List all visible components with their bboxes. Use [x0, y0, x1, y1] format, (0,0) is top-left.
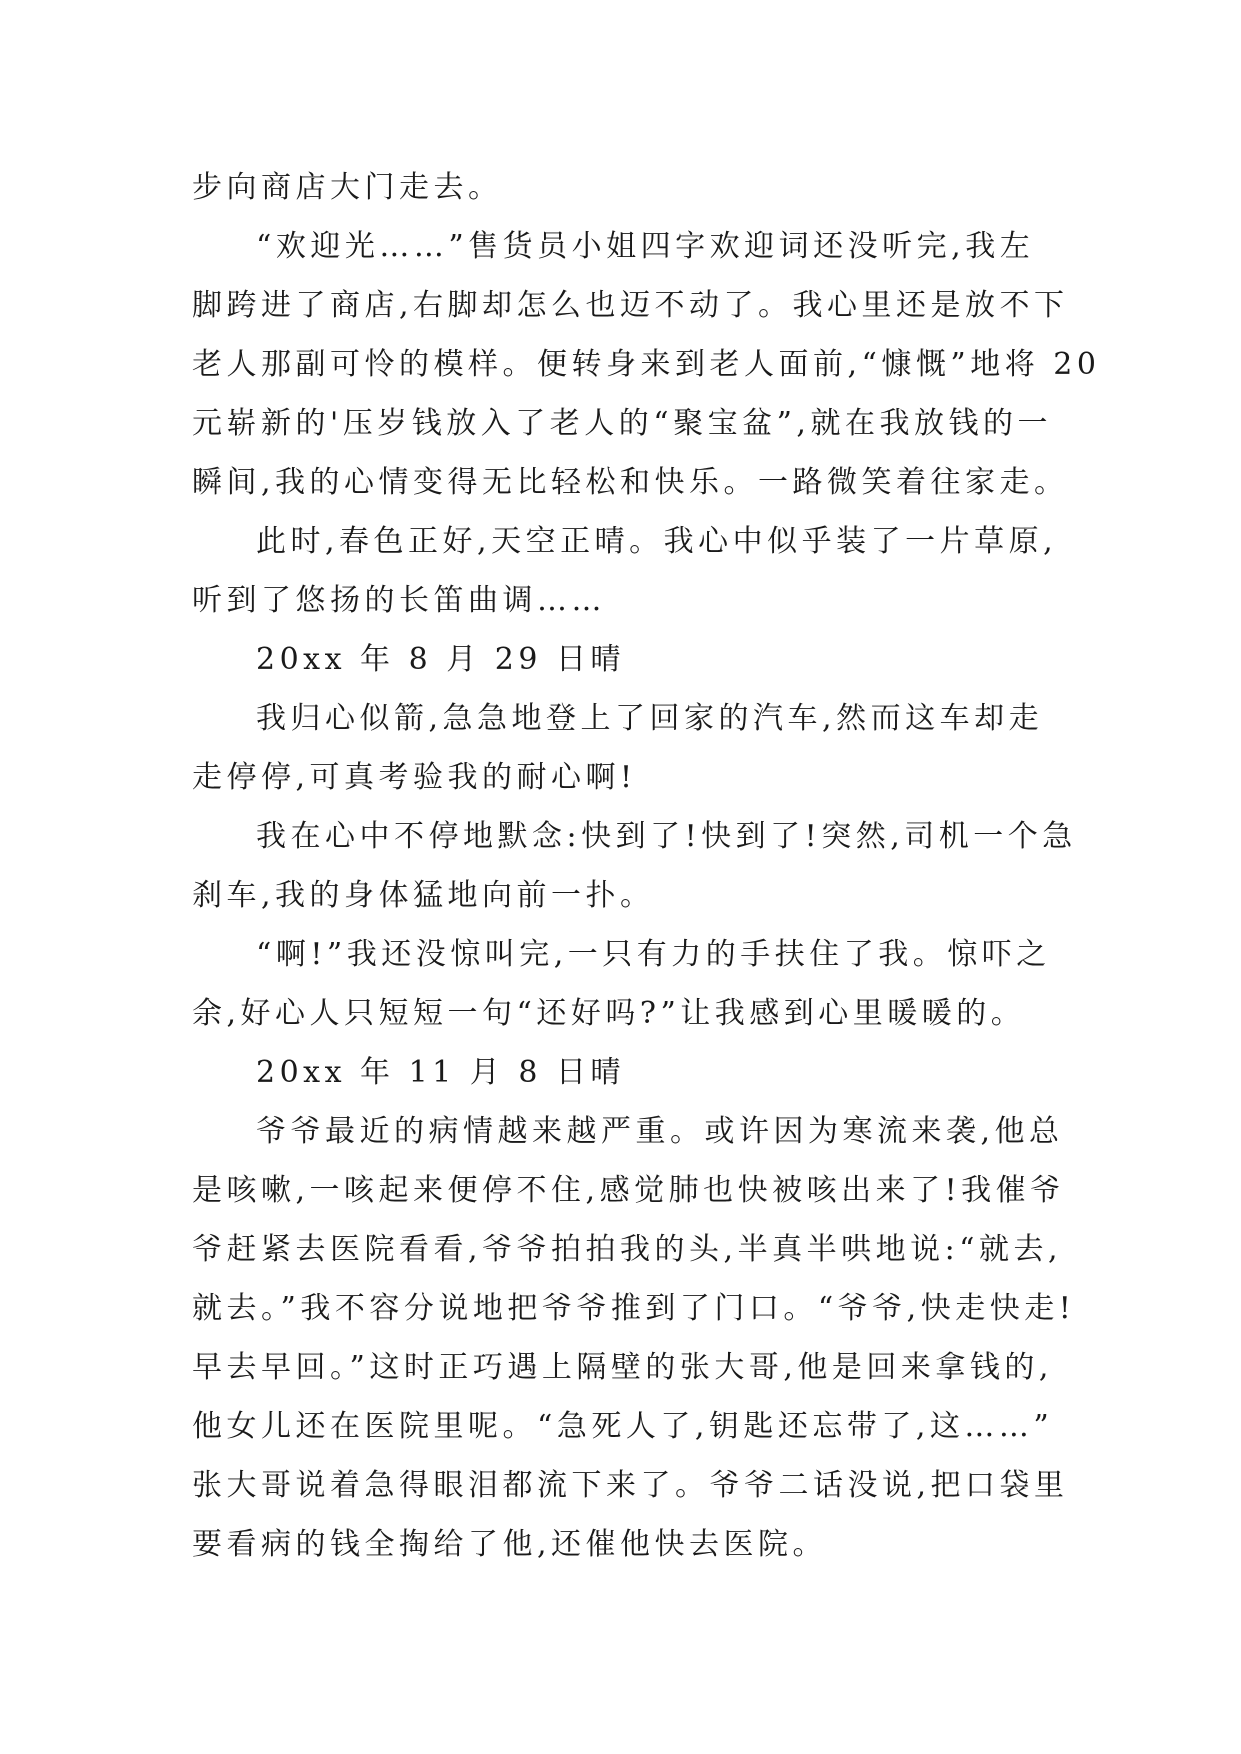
- text-line: 20xx 年 11 月 8 日晴: [256, 1055, 625, 1090]
- text-line: 20xx 年 8 月 29 日晴: [256, 642, 625, 677]
- text-line: 要看病的钱全掏给了他,还催他快去医院。: [192, 1527, 828, 1562]
- text-line: 就去。”我不容分说地把爷爷推到了门口。“爷爷,快走快走!: [192, 1291, 1076, 1326]
- text-line: 步向商店大门走去。: [192, 170, 503, 205]
- text-line: 听到了悠扬的长笛曲调……: [192, 583, 606, 618]
- text-line: 元崭新的'压岁钱放入了老人的“聚宝盆”,就在我放钱的一: [192, 406, 1052, 441]
- text-line: 爷赶紧去医院看看,爷爷拍拍我的头,半真半哄地说:“就去,: [192, 1232, 1063, 1267]
- text-line: 老人那副可怜的模样。便转身来到老人面前,“慷慨”地将 20: [192, 347, 1101, 382]
- text-line: 他女儿还在医院里呢。“急死人了,钥匙还忘带了,这……”: [192, 1409, 1054, 1444]
- text-line: 余,好心人只短短一句“还好吗?”让我感到心里暖暖的。: [192, 996, 1026, 1031]
- text-line: 我归心似箭,急急地登上了回家的汽车,然而这车却走: [256, 701, 1044, 736]
- text-line: “欢迎光……”售货员小姐四字欢迎词还没听完,我左: [256, 229, 1035, 264]
- text-line: 此时,春色正好,天空正晴。我心中似乎装了一片草原,: [256, 524, 1058, 559]
- text-line: 我在心中不停地默念:快到了!快到了!突然,司机一个急: [256, 819, 1077, 854]
- text-line: 刹车,我的身体猛地向前一扑。: [192, 878, 655, 913]
- text-line: 早去早回。”这时正巧遇上隔壁的张大哥,他是回来拿钱的,: [192, 1350, 1053, 1385]
- text-line: 是咳嗽,一咳起来便停不住,感觉肺也快被咳出来了!我催爷: [192, 1173, 1065, 1208]
- text-line: 爷爷最近的病情越来越严重。或许因为寒流来袭,他总: [256, 1114, 1064, 1149]
- text-line: 瞬间,我的心情变得无比轻松和快乐。一路微笑着往家走。: [192, 465, 1069, 500]
- text-line: 张大哥说着急得眼泪都流下来了。爷爷二话没说,把口袋里: [192, 1468, 1069, 1503]
- text-line: “啊!”我还没惊叫完,一只有力的手扶住了我。惊吓之: [256, 937, 1051, 972]
- text-line: 脚跨进了商店,右脚却怎么也迈不动了。我心里还是放不下: [192, 288, 1069, 323]
- text-line: 走停停,可真考验我的耐心啊!: [192, 760, 637, 795]
- body-text: [192, 158, 1101, 1574]
